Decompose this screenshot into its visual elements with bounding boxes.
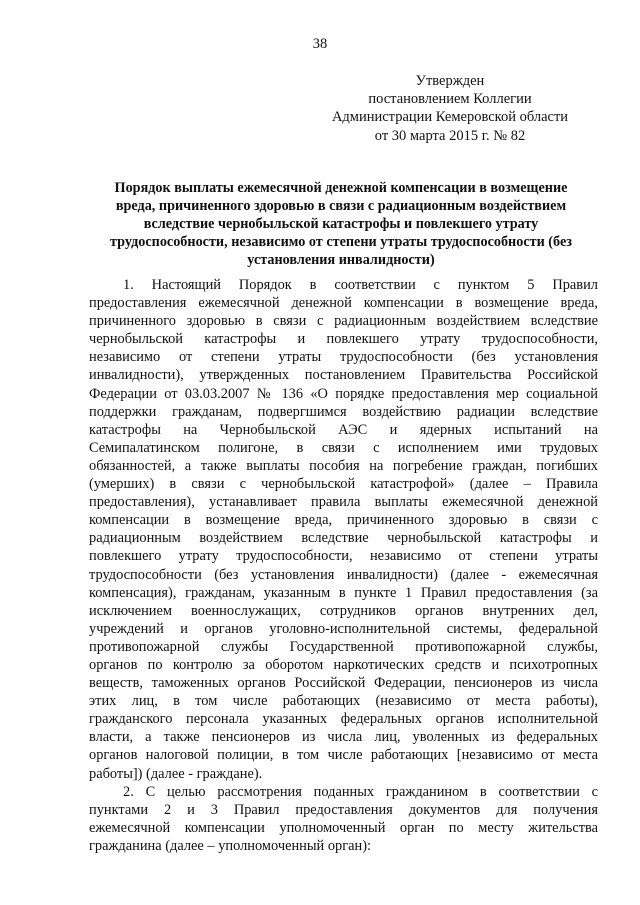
text-line: предоставления ежемесячной денежной компенсации в возмещение вреда, xyxy=(89,295,598,312)
text-line: гражданского персонала указанных федеральных органов исполнительной xyxy=(89,711,598,728)
page-number: 38 xyxy=(312,36,328,52)
text-line: компенсации в возмещение вреда, причиненного здоровью в связи с xyxy=(89,512,598,529)
text-line: веществ, таможенных органов Российской Федерации, пенсионеров из числа xyxy=(89,675,598,692)
document-title xyxy=(88,179,594,269)
text-line: инвалидности), утвержденных постановлением Правительства Российской xyxy=(89,367,598,384)
text-line: Семипалатинском полигоне, в связи с исполнением ими трудовых xyxy=(89,439,598,456)
text-line: власти, а также пенсионеров из числа лиц, уволенных из федеральных xyxy=(89,729,598,746)
paragraph-2 xyxy=(89,783,598,855)
text-line: катастрофы на Чернобыльской АЭС и ядерных испытаний на xyxy=(89,421,598,438)
approval-line: Администрации Кемеровской области xyxy=(331,109,569,126)
text-line: чернобыльской катастрофы и повлекшего утрату трудоспособности, xyxy=(89,331,598,348)
text-line: (умерших) в связи с чернобыльской катастрофой» (далее – Правила xyxy=(89,476,598,493)
text-line: 1. Настоящий Порядок в соответствии с пунктом 5 Правил xyxy=(123,277,598,293)
text-line: трудоспособности (без установления инвалидности) (далее - ежемесячная xyxy=(89,566,598,583)
title-line: вреда, причиненного здоровью в связи с радиационным воздействием xyxy=(115,198,567,214)
text-line: причиненного здоровью в связи с радиационным воздействием вследствие xyxy=(89,313,598,330)
paragraph-1 xyxy=(89,276,598,783)
title-line: установления инвалидности) xyxy=(247,252,435,268)
text-line: повлекшего утрату трудоспособности, независимо от степени утраты xyxy=(89,548,598,565)
text-line: исключением военнослужащих, сотрудников органов внутренних дел, xyxy=(89,602,598,619)
title-line: вследствие чернобыльской катастрофы и повлекшего утрату xyxy=(143,216,539,232)
approval-line: постановлением Коллегии xyxy=(368,91,532,108)
approval-stamp xyxy=(300,72,600,145)
text-line: органов налоговой полиции, в том числе работающих [независимо от места xyxy=(89,747,598,764)
text-line: гражданина (далее – уполномоченный орган): xyxy=(89,837,372,854)
text-line: компенсация), гражданам, указанным в пункте 1 Правил предоставления (за xyxy=(89,584,598,601)
text-line: предоставления), устанавливает правила выплаты ежемесячной денежной xyxy=(89,494,598,511)
text-line: ежемесячной компенсации уполномоченный орган по месту жительства xyxy=(89,819,598,836)
text-line: противопожарной службы Государственной противопожарной службы, xyxy=(89,638,598,655)
text-line: радиационным воздействием вследствие чернобыльской катастрофы и xyxy=(89,530,598,547)
text-line: Федерации от 03.03.2007 № 136 «О порядке предоставления мер социальной xyxy=(89,385,598,402)
text-line: органов по контролю за оборотом наркотических средств и психотропных xyxy=(89,656,598,673)
text-line: работы]) (далее - граждане). xyxy=(89,765,263,782)
text-line: пунктами 2 и 3 Правил предоставления документов для получения xyxy=(89,801,598,818)
text-line: учреждений и органов уголовно-исполнительной системы, федеральной xyxy=(89,620,598,637)
title-line: Порядок выплаты ежемесячной денежной компенсации в возмещение xyxy=(114,180,568,196)
approval-line: от 30 марта 2015 г. № 82 xyxy=(374,127,526,144)
text-line: 2. С целью рассмотрения поданных гражданином в соответствии с xyxy=(123,783,598,800)
text-line: обязанностей, а также выплаты пособия на погребение граждан, погибших xyxy=(89,457,598,474)
title-line: трудоспособности, независимо от степени утраты трудоспособности (без xyxy=(110,234,572,250)
approval-line: Утвержден xyxy=(415,73,485,89)
document-body xyxy=(89,276,598,855)
text-line: этих лиц, в том числе работающих (независимо от места работы), xyxy=(89,693,598,710)
text-line: поддержки гражданам, подвергшимся воздействию радиации вследствие xyxy=(89,403,598,420)
text-line: независимо от степени утраты трудоспособности (без установления xyxy=(89,349,598,366)
